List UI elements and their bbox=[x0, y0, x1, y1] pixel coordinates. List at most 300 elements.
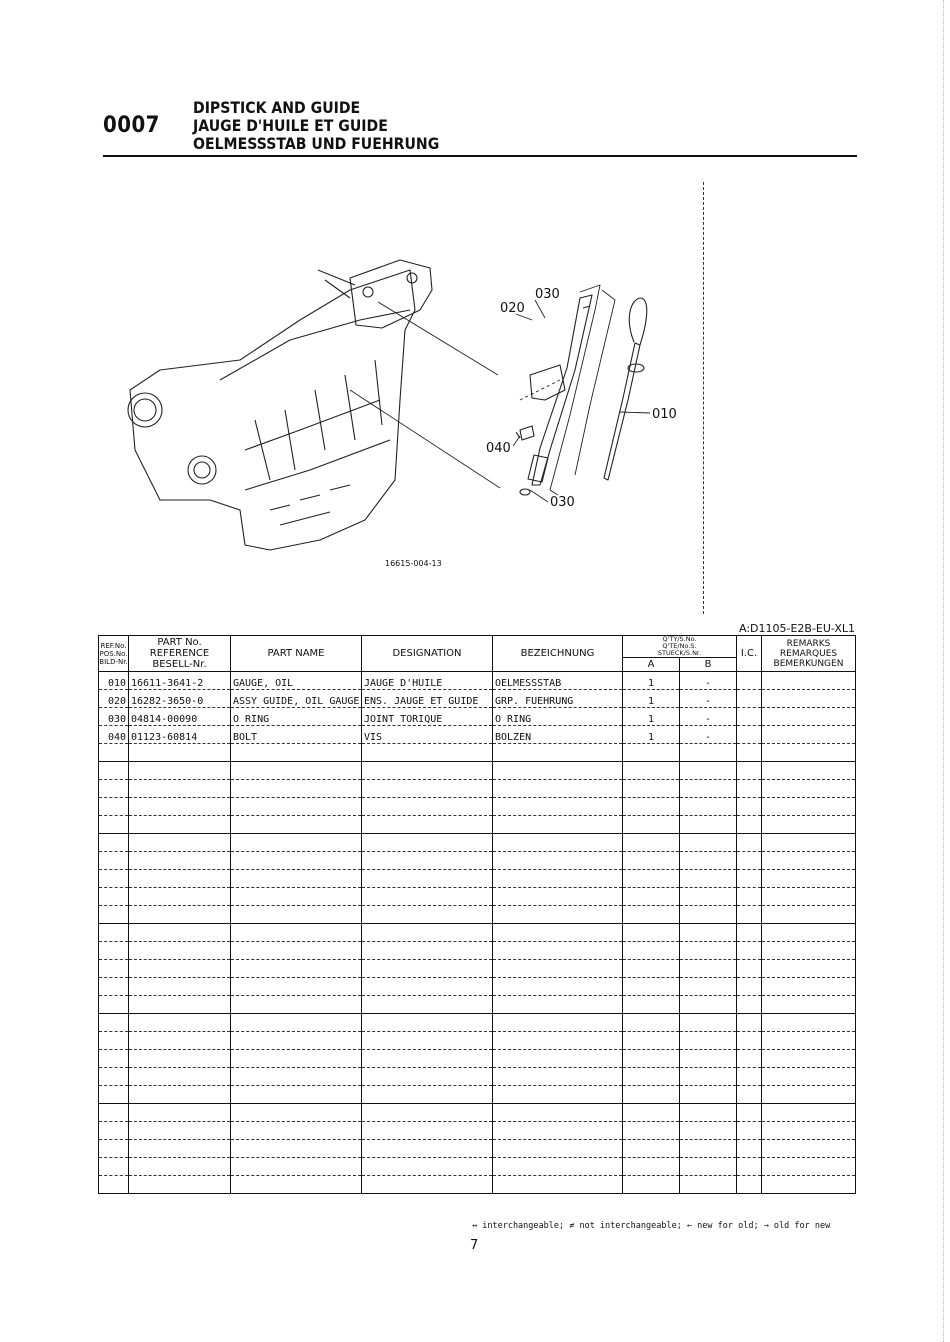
empty-cell bbox=[762, 1104, 856, 1122]
empty-cell bbox=[129, 1086, 231, 1104]
empty-cell bbox=[762, 978, 856, 996]
empty-cell bbox=[680, 924, 737, 942]
empty-cell bbox=[623, 834, 680, 852]
empty-cell bbox=[762, 762, 856, 780]
empty-cell bbox=[493, 888, 623, 906]
empty-cell bbox=[680, 1140, 737, 1158]
empty-cell bbox=[680, 1104, 737, 1122]
empty-cell bbox=[762, 1050, 856, 1068]
empty-cell bbox=[493, 852, 623, 870]
empty-cell bbox=[493, 996, 623, 1014]
empty-cell bbox=[231, 1086, 362, 1104]
empty-cell bbox=[737, 762, 762, 780]
empty-cell bbox=[493, 834, 623, 852]
empty-cell bbox=[99, 978, 129, 996]
part-name: O RING bbox=[231, 708, 362, 726]
empty-cell bbox=[762, 1086, 856, 1104]
empty-cell bbox=[737, 1140, 762, 1158]
guide-bracket bbox=[530, 365, 565, 400]
empty-cell bbox=[493, 762, 623, 780]
empty-cell bbox=[623, 816, 680, 834]
empty-cell bbox=[762, 1140, 856, 1158]
empty-table-row bbox=[99, 780, 856, 798]
part-no: 04814-00090 bbox=[129, 708, 231, 726]
empty-cell bbox=[762, 780, 856, 798]
empty-cell bbox=[362, 906, 493, 924]
table-row bbox=[99, 672, 856, 690]
empty-cell bbox=[762, 798, 856, 816]
empty-cell bbox=[680, 942, 737, 960]
empty-cell bbox=[737, 960, 762, 978]
empty-table-row bbox=[99, 1050, 856, 1068]
empty-cell bbox=[362, 816, 493, 834]
empty-cell bbox=[231, 1122, 362, 1140]
engine-block-outline bbox=[130, 270, 415, 550]
empty-cell bbox=[99, 1158, 129, 1176]
empty-cell bbox=[493, 816, 623, 834]
empty-cell bbox=[493, 798, 623, 816]
empty-cell bbox=[362, 1086, 493, 1104]
qty-b: - bbox=[680, 690, 737, 708]
empty-cell bbox=[623, 906, 680, 924]
empty-cell bbox=[99, 852, 129, 870]
empty-cell bbox=[623, 1176, 680, 1194]
empty-cell bbox=[362, 1104, 493, 1122]
ref-no: 020 bbox=[99, 690, 129, 708]
empty-rows bbox=[99, 744, 856, 1194]
empty-cell bbox=[231, 780, 362, 798]
interchangeability-legend: ↔ interchangeable; ≠ not interchangeable; ← new for old; → old for new bbox=[472, 1221, 831, 1231]
empty-cell bbox=[493, 1032, 623, 1050]
section-titles bbox=[193, 99, 439, 153]
empty-cell bbox=[493, 906, 623, 924]
empty-cell bbox=[129, 888, 231, 906]
empty-cell bbox=[99, 1050, 129, 1068]
qty-a: 1 bbox=[623, 726, 680, 744]
part-no: 01123-60814 bbox=[129, 726, 231, 744]
empty-cell bbox=[129, 762, 231, 780]
empty-cell bbox=[762, 1158, 856, 1176]
empty-cell bbox=[493, 1158, 623, 1176]
empty-table-row bbox=[99, 762, 856, 780]
empty-cell bbox=[231, 1158, 362, 1176]
empty-cell bbox=[762, 942, 856, 960]
empty-table-row bbox=[99, 852, 856, 870]
empty-cell bbox=[737, 996, 762, 1014]
empty-cell bbox=[231, 996, 362, 1014]
empty-cell bbox=[680, 780, 737, 798]
empty-cell bbox=[762, 1014, 856, 1032]
header-ic: I.C. bbox=[737, 636, 762, 672]
table-row bbox=[99, 726, 856, 744]
empty-cell bbox=[623, 870, 680, 888]
empty-cell bbox=[762, 1068, 856, 1086]
empty-cell bbox=[99, 1014, 129, 1032]
flange-bracket bbox=[350, 260, 432, 328]
empty-cell bbox=[99, 906, 129, 924]
empty-cell bbox=[362, 762, 493, 780]
empty-cell bbox=[231, 960, 362, 978]
empty-cell bbox=[99, 762, 129, 780]
empty-cell bbox=[231, 744, 362, 762]
empty-cell bbox=[623, 978, 680, 996]
empty-cell bbox=[762, 996, 856, 1014]
empty-cell bbox=[623, 960, 680, 978]
empty-cell bbox=[737, 1068, 762, 1086]
empty-cell bbox=[623, 762, 680, 780]
qty-b: - bbox=[680, 708, 737, 726]
empty-cell bbox=[231, 762, 362, 780]
empty-cell bbox=[680, 960, 737, 978]
empty-cell bbox=[493, 744, 623, 762]
empty-cell bbox=[99, 870, 129, 888]
empty-cell bbox=[737, 1050, 762, 1068]
exploded-parts-diagram bbox=[120, 250, 680, 570]
empty-cell bbox=[680, 1086, 737, 1104]
empty-cell bbox=[231, 1140, 362, 1158]
empty-cell bbox=[362, 834, 493, 852]
empty-cell bbox=[231, 942, 362, 960]
empty-cell bbox=[129, 1104, 231, 1122]
empty-cell bbox=[680, 1050, 737, 1068]
header-ref-no: REF.No. POS.No. BILD-Nr. bbox=[99, 636, 129, 672]
title-german: OELMESSSTAB UND FUEHRUNG bbox=[193, 134, 440, 153]
empty-cell bbox=[129, 1140, 231, 1158]
empty-cell bbox=[129, 996, 231, 1014]
empty-cell bbox=[362, 960, 493, 978]
header-designation: DESIGNATION bbox=[362, 636, 493, 672]
empty-cell bbox=[680, 1014, 737, 1032]
ref-no: 010 bbox=[99, 672, 129, 690]
empty-cell bbox=[493, 1014, 623, 1032]
empty-table-row bbox=[99, 834, 856, 852]
empty-cell bbox=[362, 744, 493, 762]
cylinder-bore-circle bbox=[128, 393, 162, 427]
empty-cell bbox=[129, 942, 231, 960]
empty-cell bbox=[231, 798, 362, 816]
designation: JOINT TORIQUE bbox=[362, 708, 493, 726]
empty-cell bbox=[762, 834, 856, 852]
empty-cell bbox=[129, 960, 231, 978]
title-rule bbox=[103, 155, 857, 157]
empty-cell bbox=[737, 780, 762, 798]
empty-cell bbox=[99, 996, 129, 1014]
empty-cell bbox=[99, 834, 129, 852]
empty-cell bbox=[231, 1014, 362, 1032]
empty-cell bbox=[231, 888, 362, 906]
empty-cell bbox=[129, 852, 231, 870]
empty-cell bbox=[680, 906, 737, 924]
empty-cell bbox=[680, 1068, 737, 1086]
empty-cell bbox=[493, 978, 623, 996]
figure-code: 16615-004-13 bbox=[385, 559, 442, 568]
empty-table-row bbox=[99, 816, 856, 834]
designation: JAUGE D'HUILE bbox=[362, 672, 493, 690]
header-bezeichnung: BEZEICHNUNG bbox=[493, 636, 623, 672]
part-no: 16611-3641-2 bbox=[129, 672, 231, 690]
empty-table-row bbox=[99, 906, 856, 924]
empty-table-row bbox=[99, 1140, 856, 1158]
empty-cell bbox=[737, 852, 762, 870]
empty-cell bbox=[762, 1032, 856, 1050]
ic-cell bbox=[737, 690, 762, 708]
ref-no: 030 bbox=[99, 708, 129, 726]
empty-table-row bbox=[99, 1086, 856, 1104]
empty-cell bbox=[737, 1014, 762, 1032]
qty-a: 1 bbox=[623, 690, 680, 708]
empty-cell bbox=[99, 888, 129, 906]
empty-cell bbox=[623, 798, 680, 816]
empty-cell bbox=[362, 852, 493, 870]
empty-cell bbox=[737, 1032, 762, 1050]
empty-cell bbox=[737, 834, 762, 852]
empty-cell bbox=[623, 852, 680, 870]
empty-cell bbox=[623, 1086, 680, 1104]
empty-cell bbox=[362, 1068, 493, 1086]
empty-cell bbox=[762, 816, 856, 834]
header-qty-a: A bbox=[623, 658, 680, 672]
empty-cell bbox=[129, 780, 231, 798]
empty-cell bbox=[737, 1086, 762, 1104]
empty-cell bbox=[737, 942, 762, 960]
remarks-cell bbox=[762, 672, 856, 690]
empty-cell bbox=[737, 906, 762, 924]
empty-cell bbox=[362, 870, 493, 888]
empty-cell bbox=[362, 780, 493, 798]
empty-cell bbox=[762, 1176, 856, 1194]
empty-cell bbox=[680, 1122, 737, 1140]
empty-cell bbox=[623, 1122, 680, 1140]
empty-cell bbox=[762, 870, 856, 888]
empty-cell bbox=[362, 1032, 493, 1050]
empty-cell bbox=[99, 798, 129, 816]
empty-cell bbox=[231, 834, 362, 852]
empty-cell bbox=[231, 870, 362, 888]
empty-cell bbox=[362, 1176, 493, 1194]
qty-a: 1 bbox=[623, 672, 680, 690]
empty-cell bbox=[737, 1122, 762, 1140]
empty-cell bbox=[129, 798, 231, 816]
empty-cell bbox=[99, 1086, 129, 1104]
empty-cell bbox=[231, 924, 362, 942]
empty-table-row bbox=[99, 798, 856, 816]
empty-cell bbox=[623, 744, 680, 762]
empty-cell bbox=[680, 816, 737, 834]
empty-cell bbox=[623, 1158, 680, 1176]
part-name: BOLT bbox=[231, 726, 362, 744]
part-name: GAUGE, OIL bbox=[231, 672, 362, 690]
empty-cell bbox=[99, 960, 129, 978]
empty-cell bbox=[623, 924, 680, 942]
empty-cell bbox=[231, 906, 362, 924]
empty-cell bbox=[99, 780, 129, 798]
qty-b: - bbox=[680, 672, 737, 690]
part-name: ASSY GUIDE, OIL GAUGE bbox=[231, 690, 362, 708]
empty-cell bbox=[737, 798, 762, 816]
empty-cell bbox=[129, 1050, 231, 1068]
empty-cell bbox=[493, 960, 623, 978]
callout-030-top: 030 bbox=[535, 287, 560, 302]
empty-table-row bbox=[99, 744, 856, 762]
model-code: A:D1105-E2B-EU-XL1 bbox=[739, 622, 856, 635]
parts-table bbox=[98, 635, 856, 1194]
ic-cell bbox=[737, 726, 762, 744]
empty-table-row bbox=[99, 1122, 856, 1140]
empty-cell bbox=[737, 888, 762, 906]
header-part-name: PART NAME bbox=[231, 636, 362, 672]
empty-cell bbox=[231, 1032, 362, 1050]
empty-cell bbox=[493, 780, 623, 798]
empty-cell bbox=[623, 780, 680, 798]
header-quantity: Q'TY/S.No. Q'TE/No.S. STUECK/S.Nr. bbox=[623, 636, 737, 658]
empty-cell bbox=[362, 1140, 493, 1158]
empty-cell bbox=[737, 1158, 762, 1176]
empty-table-row bbox=[99, 870, 856, 888]
empty-cell bbox=[623, 942, 680, 960]
empty-cell bbox=[623, 1068, 680, 1086]
empty-cell bbox=[99, 816, 129, 834]
empty-cell bbox=[493, 924, 623, 942]
page-number: 7 bbox=[470, 1238, 479, 1253]
ic-cell bbox=[737, 708, 762, 726]
empty-cell bbox=[680, 1158, 737, 1176]
callout-030-bottom: 030 bbox=[550, 495, 575, 510]
empty-cell bbox=[623, 1014, 680, 1032]
empty-cell bbox=[623, 1104, 680, 1122]
empty-cell bbox=[737, 978, 762, 996]
empty-cell bbox=[493, 1122, 623, 1140]
header-remarks: REMARKS REMARQUES BEMERKUNGEN bbox=[762, 636, 856, 672]
empty-cell bbox=[493, 1086, 623, 1104]
empty-cell bbox=[762, 1122, 856, 1140]
empty-cell bbox=[737, 1176, 762, 1194]
header-qty-b: B bbox=[680, 658, 737, 672]
empty-cell bbox=[762, 744, 856, 762]
empty-cell bbox=[493, 1068, 623, 1086]
empty-cell bbox=[623, 1050, 680, 1068]
empty-cell bbox=[680, 1176, 737, 1194]
empty-cell bbox=[493, 1104, 623, 1122]
empty-cell bbox=[680, 834, 737, 852]
title-french: JAUGE D'HUILE ET GUIDE bbox=[193, 116, 388, 135]
empty-cell bbox=[129, 744, 231, 762]
empty-cell bbox=[99, 744, 129, 762]
empty-cell bbox=[129, 906, 231, 924]
table-row bbox=[99, 690, 856, 708]
empty-table-row bbox=[99, 978, 856, 996]
empty-cell bbox=[129, 834, 231, 852]
empty-cell bbox=[623, 888, 680, 906]
empty-cell bbox=[493, 1050, 623, 1068]
empty-cell bbox=[680, 852, 737, 870]
empty-cell bbox=[737, 744, 762, 762]
empty-cell bbox=[99, 1068, 129, 1086]
empty-cell bbox=[680, 762, 737, 780]
callout-040: 040 bbox=[486, 441, 511, 456]
empty-cell bbox=[231, 1104, 362, 1122]
empty-cell bbox=[362, 924, 493, 942]
designation: ENS. JAUGE ET GUIDE bbox=[362, 690, 493, 708]
empty-cell bbox=[737, 870, 762, 888]
empty-table-row bbox=[99, 996, 856, 1014]
empty-table-row bbox=[99, 888, 856, 906]
empty-cell bbox=[129, 1014, 231, 1032]
empty-cell bbox=[680, 996, 737, 1014]
bezeichnung: O RING bbox=[493, 708, 623, 726]
empty-cell bbox=[623, 1140, 680, 1158]
empty-cell bbox=[129, 1032, 231, 1050]
empty-cell bbox=[737, 924, 762, 942]
empty-cell bbox=[762, 924, 856, 942]
empty-cell bbox=[129, 1068, 231, 1086]
callout-010: 010 bbox=[652, 407, 677, 422]
empty-cell bbox=[680, 888, 737, 906]
qty-b: - bbox=[680, 726, 737, 744]
part-no: 16282-3650-0 bbox=[129, 690, 231, 708]
empty-cell bbox=[129, 924, 231, 942]
empty-cell bbox=[680, 798, 737, 816]
remarks-cell bbox=[762, 726, 856, 744]
empty-cell bbox=[762, 852, 856, 870]
empty-cell bbox=[623, 996, 680, 1014]
empty-table-row bbox=[99, 942, 856, 960]
empty-cell bbox=[99, 1122, 129, 1140]
empty-cell bbox=[493, 1176, 623, 1194]
empty-cell bbox=[231, 1050, 362, 1068]
empty-cell bbox=[99, 1140, 129, 1158]
empty-table-row bbox=[99, 960, 856, 978]
empty-cell bbox=[129, 870, 231, 888]
empty-cell bbox=[362, 888, 493, 906]
empty-cell bbox=[99, 1032, 129, 1050]
remarks-cell bbox=[762, 708, 856, 726]
empty-cell bbox=[99, 1176, 129, 1194]
empty-cell bbox=[231, 1068, 362, 1086]
empty-cell bbox=[737, 816, 762, 834]
empty-cell bbox=[362, 978, 493, 996]
empty-cell bbox=[231, 1176, 362, 1194]
empty-cell bbox=[99, 1104, 129, 1122]
empty-cell bbox=[362, 1014, 493, 1032]
empty-cell bbox=[129, 1122, 231, 1140]
empty-cell bbox=[231, 852, 362, 870]
empty-cell bbox=[129, 978, 231, 996]
bezeichnung: OELMESSSTAB bbox=[493, 672, 623, 690]
empty-cell bbox=[762, 888, 856, 906]
qty-a: 1 bbox=[623, 708, 680, 726]
empty-cell bbox=[680, 1032, 737, 1050]
empty-cell bbox=[129, 1176, 231, 1194]
empty-cell bbox=[623, 1032, 680, 1050]
empty-cell bbox=[362, 996, 493, 1014]
empty-table-row bbox=[99, 1104, 856, 1122]
empty-table-row bbox=[99, 1014, 856, 1032]
empty-cell bbox=[762, 906, 856, 924]
empty-table-row bbox=[99, 1032, 856, 1050]
page-edge bbox=[943, 0, 950, 1342]
empty-cell bbox=[362, 798, 493, 816]
empty-cell bbox=[362, 1122, 493, 1140]
designation: VIS bbox=[362, 726, 493, 744]
bezeichnung: GRP. FUEHRUNG bbox=[493, 690, 623, 708]
empty-table-row bbox=[99, 924, 856, 942]
empty-table-row bbox=[99, 1158, 856, 1176]
empty-cell bbox=[362, 942, 493, 960]
empty-cell bbox=[362, 1050, 493, 1068]
header-part-no: PART No. REFERENCE BESELL-Nr. bbox=[129, 636, 231, 672]
empty-cell bbox=[129, 816, 231, 834]
remarks-cell bbox=[762, 690, 856, 708]
